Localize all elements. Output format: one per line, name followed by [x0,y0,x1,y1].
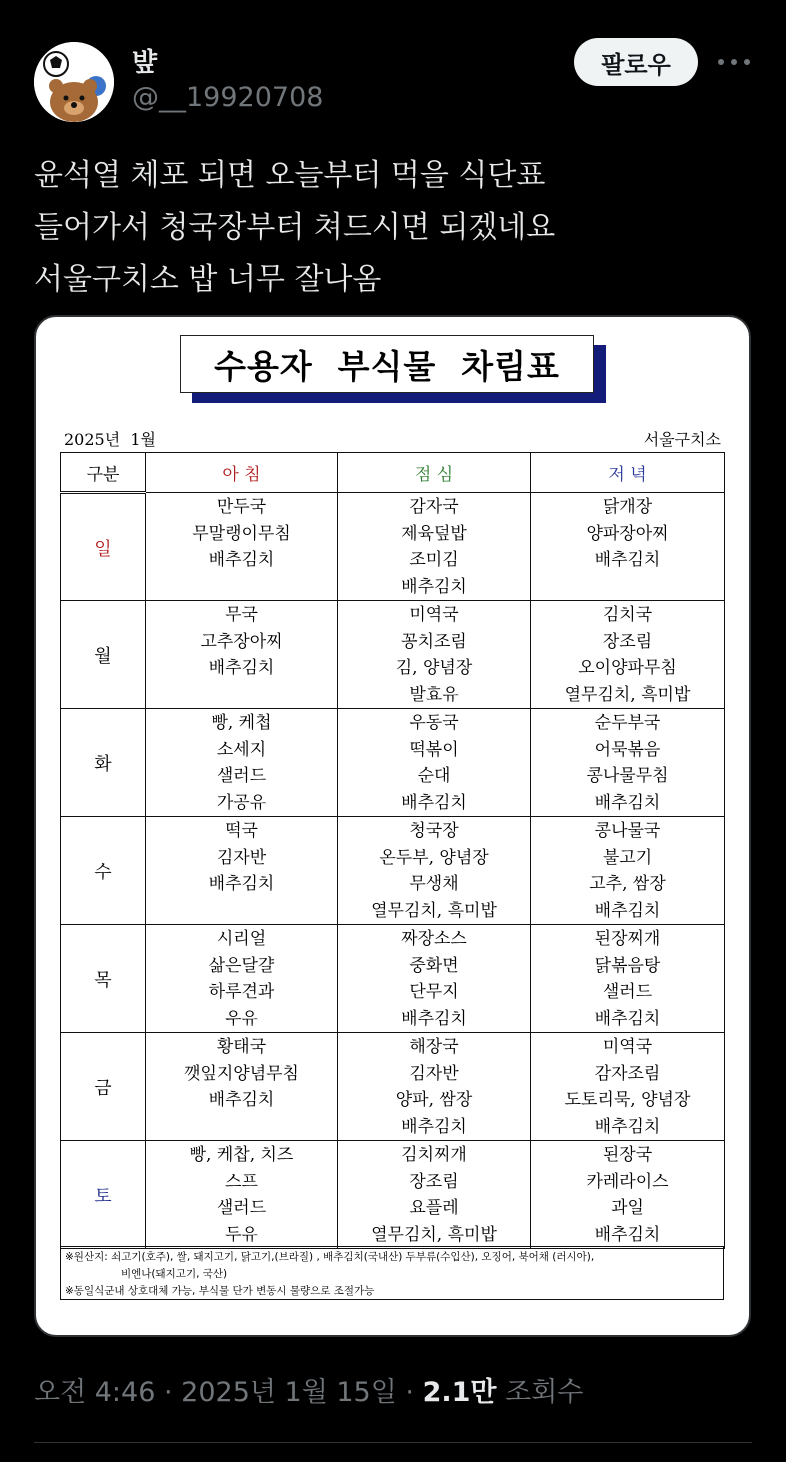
views-label: 조회수 [505,1377,584,1408]
dish-item: 열무김치, 흑미밥 [564,684,691,705]
dish-item: 감자조림 [594,1063,661,1084]
header-breakfast: 아 침 [146,453,338,493]
author-name[interactable]: 뱦 [132,48,158,78]
dish-item: 우동국 [409,713,459,733]
day-label: 화 [61,709,146,817]
dish-item: 중화면 [409,955,459,976]
dish-item: 김, 양념장 [395,658,473,678]
dish-item: 하루견과 [208,982,275,1002]
dish-item: 된장찌개 [594,929,661,949]
dish-item: 배추김치 [594,1116,661,1137]
menu-title: 수용자 부식물 차림표 [180,335,594,393]
dish-item: 스프 [225,1171,258,1192]
lunch-cell [338,817,531,925]
post-date[interactable]: 2025년 1월 15일 [181,1377,397,1408]
dish-item: 발효유 [409,684,459,705]
day-label: 목 [61,925,146,1033]
dish-item: 순두부국 [594,713,661,733]
dish-item: 짜장소스 [401,929,467,949]
day-label: 수 [61,817,146,925]
menu-row [61,925,725,1033]
menu-org: 서울구치소 [643,430,721,449]
dish-item: 미역국 [409,605,459,625]
dish-item: 가공유 [216,792,267,813]
menu-row [61,1141,725,1249]
dish-item: 샐러드 [216,766,267,786]
post-text-line: 윤석열 체포 되면 오늘부터 먹을 식단표 [34,158,546,193]
dinner-cell [531,1033,725,1141]
dish-item: 김자반 [216,847,267,868]
lunch-cell [338,925,531,1033]
dish-item: 단무지 [409,982,459,1002]
dish-item: 배추김치 [401,1008,467,1029]
breakfast-cell [146,1141,338,1249]
dish-item: 떡국 [225,821,258,841]
dish-item: 열무김치, 흑미밥 [371,900,497,921]
dish-item: 배추김치 [401,576,467,597]
dish-item: 배추김치 [594,792,661,813]
dish-item: 배추김치 [594,1008,661,1029]
dish-item: 빵, 케첩 [211,713,272,733]
lunch-cell [338,1033,531,1141]
dish-item: 배추김치 [208,550,275,570]
dish-item: 감자국 [409,497,459,517]
dish-item: 배추김치 [594,900,661,921]
header-lunch: 점 심 [338,453,531,493]
menu-table [60,452,725,1249]
day-label: 월 [61,601,146,709]
menu-title-banner [180,335,604,401]
menu-row [61,601,725,709]
dish-item: 양파, 쌈장 [395,1090,473,1110]
dish-item: 배추김치 [401,792,467,813]
post-header [34,38,750,122]
note-origin: ※원산지: 쇠고기(호주), 쌀, 돼지고기, 닭고기,(브라질) , 배추김치(국내산) 두부류(수입산), 오징어, 북어채 (러시아), [65,1251,595,1263]
day-label: 토 [61,1141,146,1249]
dish-item: 황태국 [216,1037,267,1057]
dish-item: 배추김치 [208,658,275,678]
dish-item: 제육덮밥 [401,523,467,544]
header-dinner: 저 녁 [531,453,725,493]
breakfast-cell [146,601,338,709]
lunch-cell [338,1141,531,1249]
dish-item: 떡볶이 [409,739,459,760]
note-substitution: ※동일식군내 상호대체 가능, 부식물 단가 변동시 물량으로 조절가능 [65,1285,375,1297]
post-time[interactable]: 오전 4:46 [34,1377,156,1408]
breakfast-cell [146,493,338,601]
dish-item: 김치국 [602,605,653,625]
dish-item: 미역국 [602,1037,653,1057]
dish-item: 김치찌개 [401,1145,467,1165]
dish-item: 꽁치조림 [401,631,467,652]
dish-item: 된장국 [602,1145,653,1165]
dish-item: 장조림 [602,631,653,652]
dish-item: 무말랭이무침 [192,523,291,544]
dish-item: 닭개장 [602,497,653,517]
dish-item: 순대 [417,766,451,786]
dish-item: 김자반 [409,1063,459,1084]
meta-separator: · [405,1377,423,1408]
post-text-line: 서울구치소 밥 너무 잘나옴 [34,262,382,297]
dinner-cell [531,925,725,1033]
breakfast-cell [146,817,338,925]
dish-item: 샐러드 [602,982,653,1002]
dish-item: 빵, 케찹, 치즈 [189,1145,294,1165]
day-label: 일 [61,493,146,601]
header-gubun: 구분 [61,453,146,493]
breakfast-cell [146,709,338,817]
lunch-cell [338,601,531,709]
breakfast-cell [146,925,338,1033]
dish-item: 어묵볶음 [594,739,661,760]
divider [34,1442,752,1443]
note-origin-cont: 비엔나(돼지고기, 국산) [121,1268,228,1280]
more-options-icon[interactable] [718,50,750,74]
dish-item: 시리얼 [216,929,267,949]
dish-item: 배추김치 [401,1116,467,1137]
meta-separator: · [163,1377,182,1408]
dish-item: 조미김 [409,550,459,570]
dish-item: 콩나물국 [594,821,661,841]
avatar[interactable] [34,42,114,122]
menu-notes [60,1246,724,1300]
dish-item: 두유 [225,1224,258,1245]
dish-item: 고추, 쌈장 [589,874,666,894]
menu-row [61,493,725,601]
lunch-cell [338,493,531,601]
dish-item: 소세지 [216,739,267,760]
dinner-cell [531,709,725,817]
dish-item: 열무김치, 흑미밥 [371,1224,497,1245]
menu-header-row [61,453,725,493]
views-count: 2.1만 [422,1377,497,1408]
dish-item: 장조림 [409,1171,459,1192]
dish-item: 깻잎지양념무침 [184,1063,299,1084]
dinner-cell [531,493,725,601]
dish-item: 과일 [611,1198,644,1218]
bear-avatar-icon [34,42,114,122]
post-text [34,150,750,306]
dish-item: 콩나물무침 [586,766,669,786]
dish-item: 삶은달걀 [208,955,275,976]
lunch-cell [338,709,531,817]
dish-item: 온두부, 양념장 [379,847,489,868]
post-meta [34,1370,583,1409]
dinner-cell [531,817,725,925]
attached-image[interactable] [34,315,751,1337]
breakfast-cell [146,1033,338,1141]
dish-item: 닭볶음탕 [594,955,661,976]
dinner-cell [531,601,725,709]
dish-item: 불고기 [602,847,653,868]
menu-row [61,817,725,925]
post-text-line: 들어가서 청국장부터 쳐드시면 되겠네요 [34,210,556,245]
dish-item: 요플레 [409,1198,459,1218]
dish-item: 오이양파무침 [578,658,677,678]
dish-item: 양파장아찌 [586,523,669,544]
dish-item: 만두국 [216,497,267,517]
dish-item: 배추김치 [208,1090,275,1110]
dish-item: 샐러드 [216,1198,267,1218]
dish-item: 고추장아찌 [200,631,283,652]
dish-item: 도토리묵, 양념장 [564,1090,691,1110]
menu-row [61,709,725,817]
follow-button[interactable]: 팔로우 [574,38,698,86]
dish-item: 배추김치 [594,1224,661,1245]
dish-item: 우유 [225,1008,258,1029]
author-handle[interactable]: @__19920708 [132,82,324,113]
menu-date: 2025년 1월 [64,430,156,449]
menu-row [61,1033,725,1141]
dish-item: 배추김치 [594,550,661,570]
day-label: 금 [61,1033,146,1141]
dish-item: 무생채 [409,874,459,894]
dish-item: 해장국 [409,1037,459,1057]
dish-item: 무국 [225,605,258,625]
dish-item: 배추김치 [208,874,275,894]
dish-item: 카레라이스 [586,1171,669,1192]
dinner-cell [531,1141,725,1249]
dish-item: 청국장 [409,821,459,841]
